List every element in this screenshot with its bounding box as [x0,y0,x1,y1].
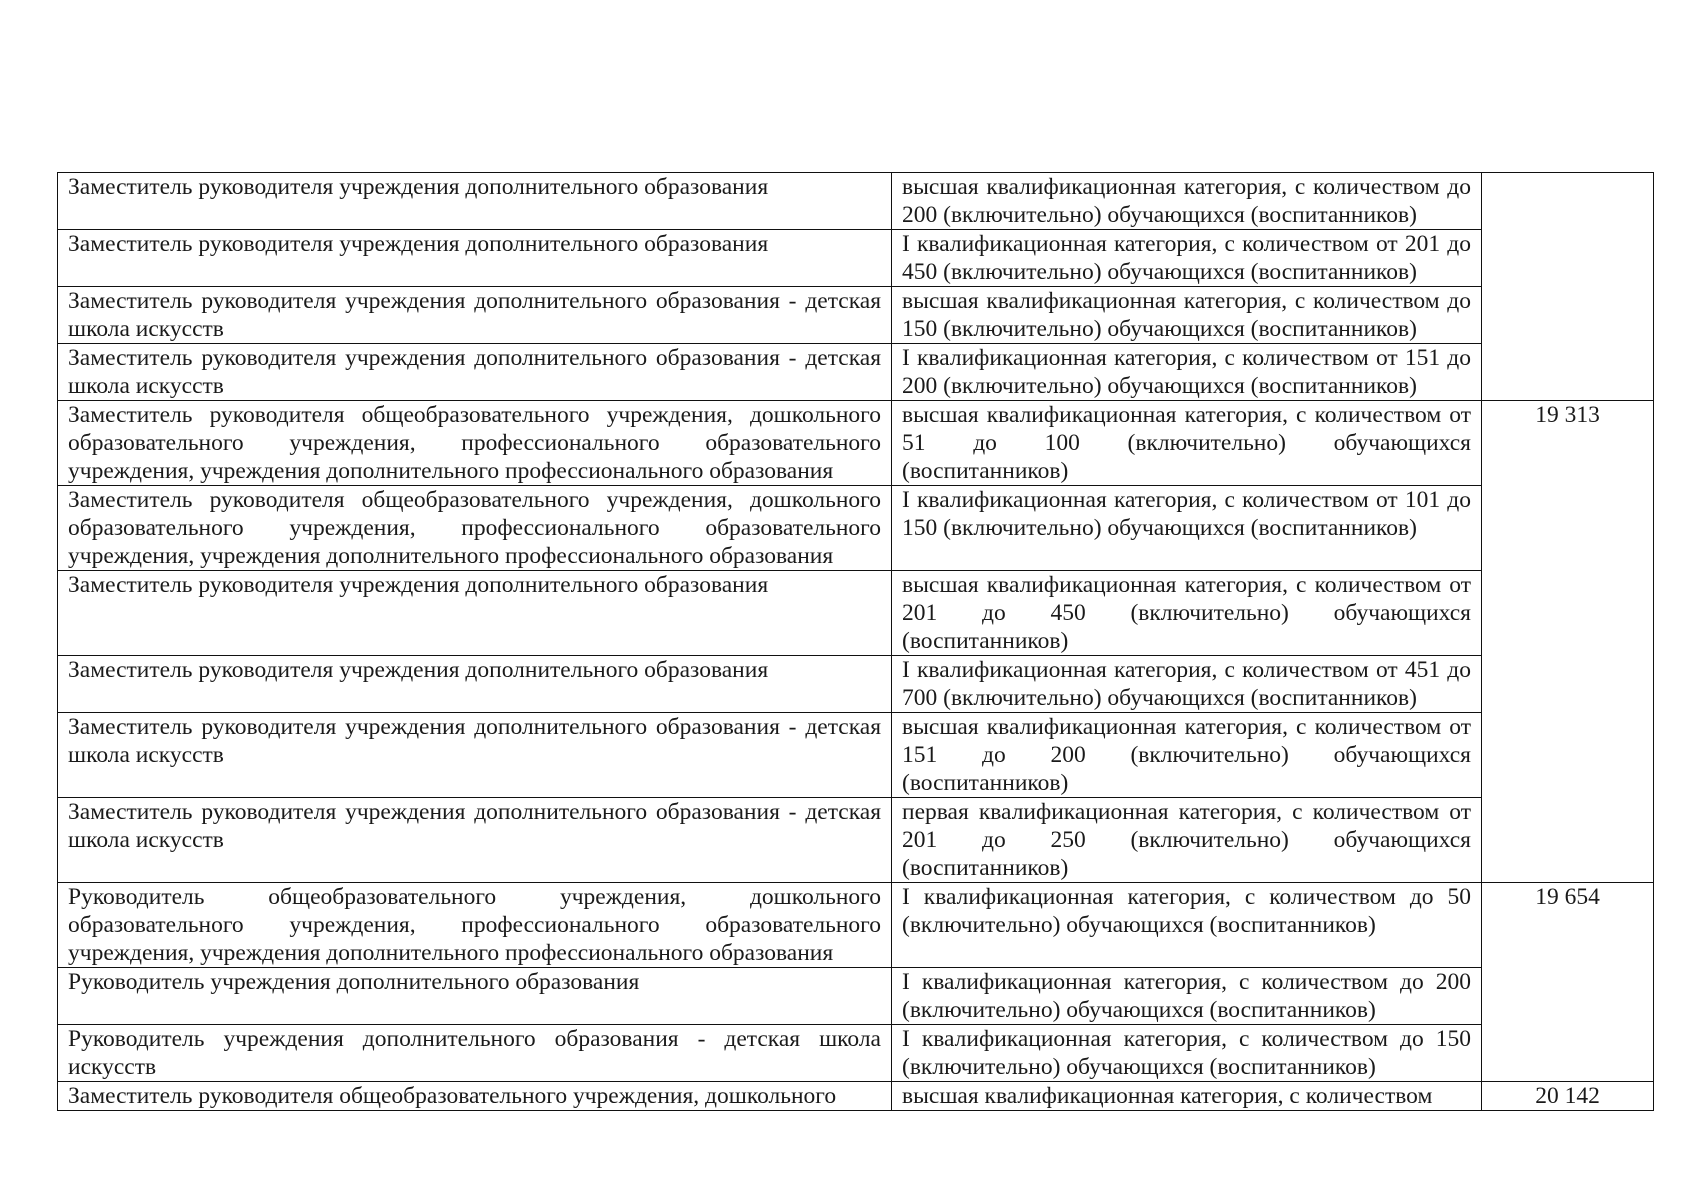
condition-cell: I квалификационная категория, с количеством до 150 (включительно) обучающихся (воспитанников) [892,1025,1482,1082]
condition-cell: высшая квалификационная категория, с количеством от 201 до 450 (включительно) обучающихся (воспитанников) [892,571,1482,656]
condition-cell: высшая квалификационная категория, с количеством от 151 до 200 (включительно) обучающихся (воспитанников) [892,713,1482,798]
table-row [58,656,1654,713]
position-cell: Заместитель руководителя учреждения дополнительного образования - детская школа искусств [58,344,892,401]
table-row [58,968,1654,1025]
amount-cell: 20 142 [1482,1082,1654,1111]
table-row [58,287,1654,344]
condition-cell: I квалификационная категория, с количеством от 201 до 450 (включительно) обучающихся (воспитанников) [892,230,1482,287]
amount-cell-empty [1482,173,1654,401]
condition-cell: I квалификационная категория, с количеством до 200 (включительно) обучающихся (воспитанников) [892,968,1482,1025]
table-row [58,486,1654,571]
position-cell: Заместитель руководителя общеобразовательного учреждения, дошкольного [58,1082,892,1111]
table-row [58,401,1654,486]
table-row [58,1082,1654,1111]
table-row [58,571,1654,656]
condition-cell: I квалификационная категория, с количеством от 101 до 150 (включительно) обучающихся (воспитанников) [892,486,1482,571]
amount-cell: 19 654 [1482,883,1654,1082]
condition-cell: I квалификационная категория, с количеством от 151 до 200 (включительно) обучающихся (воспитанников) [892,344,1482,401]
position-cell: Руководитель учреждения дополнительного образования - детская школа искусств [58,1025,892,1082]
table-row [58,173,1654,230]
position-cell: Заместитель руководителя общеобразовательного учреждения, дошкольного образовательного учреждения, профессионального образовательного учреждения, учреждения дополнительного профессионального образования [58,401,892,486]
position-cell: Заместитель руководителя общеобразовательного учреждения, дошкольного образовательного учреждения, профессионального образовательного учреждения, учреждения дополнительного профессионального образования [58,486,892,571]
position-cell: Заместитель руководителя учреждения дополнительного образования - детская школа искусств [58,713,892,798]
condition-cell: I квалификационная категория, с количеством до 50 (включительно) обучающихся (воспитанников) [892,883,1482,968]
table-row [58,1025,1654,1082]
condition-cell: высшая квалификационная категория, с количеством от 51 до 100 (включительно) обучающихся (воспитанников) [892,401,1482,486]
document-page [57,172,1653,1111]
condition-cell: высшая квалификационная категория, с количеством до 200 (включительно) обучающихся (воспитанников) [892,173,1482,230]
amount-cell: 19 313 [1482,401,1654,883]
table-row [58,713,1654,798]
condition-cell: I квалификационная категория, с количеством от 451 до 700 (включительно) обучающихся (воспитанников) [892,656,1482,713]
table-row [58,230,1654,287]
table-row [58,344,1654,401]
condition-cell: первая квалификационная категория, с количеством от 201 до 250 (включительно) обучающихся (воспитанников) [892,798,1482,883]
position-cell: Руководитель учреждения дополнительного образования [58,968,892,1025]
table-row [58,883,1654,968]
position-cell: Руководитель общеобразовательного учреждения, дошкольного образовательного учреждения, профессионального образовательного учреждения, учреждения дополнительного профессионального образования [58,883,892,968]
position-cell: Заместитель руководителя учреждения дополнительного образования [58,173,892,230]
condition-cell: высшая квалификационная категория, с количеством [892,1082,1482,1111]
position-cell: Заместитель руководителя учреждения дополнительного образования [58,230,892,287]
position-cell: Заместитель руководителя учреждения дополнительного образования - детская школа искусств [58,798,892,883]
salary-table [57,172,1654,1111]
position-cell: Заместитель руководителя учреждения дополнительного образования - детская школа искусств [58,287,892,344]
condition-cell: высшая квалификационная категория, с количеством до 150 (включительно) обучающихся (воспитанников) [892,287,1482,344]
table-row [58,798,1654,883]
position-cell: Заместитель руководителя учреждения дополнительного образования [58,571,892,656]
position-cell: Заместитель руководителя учреждения дополнительного образования [58,656,892,713]
